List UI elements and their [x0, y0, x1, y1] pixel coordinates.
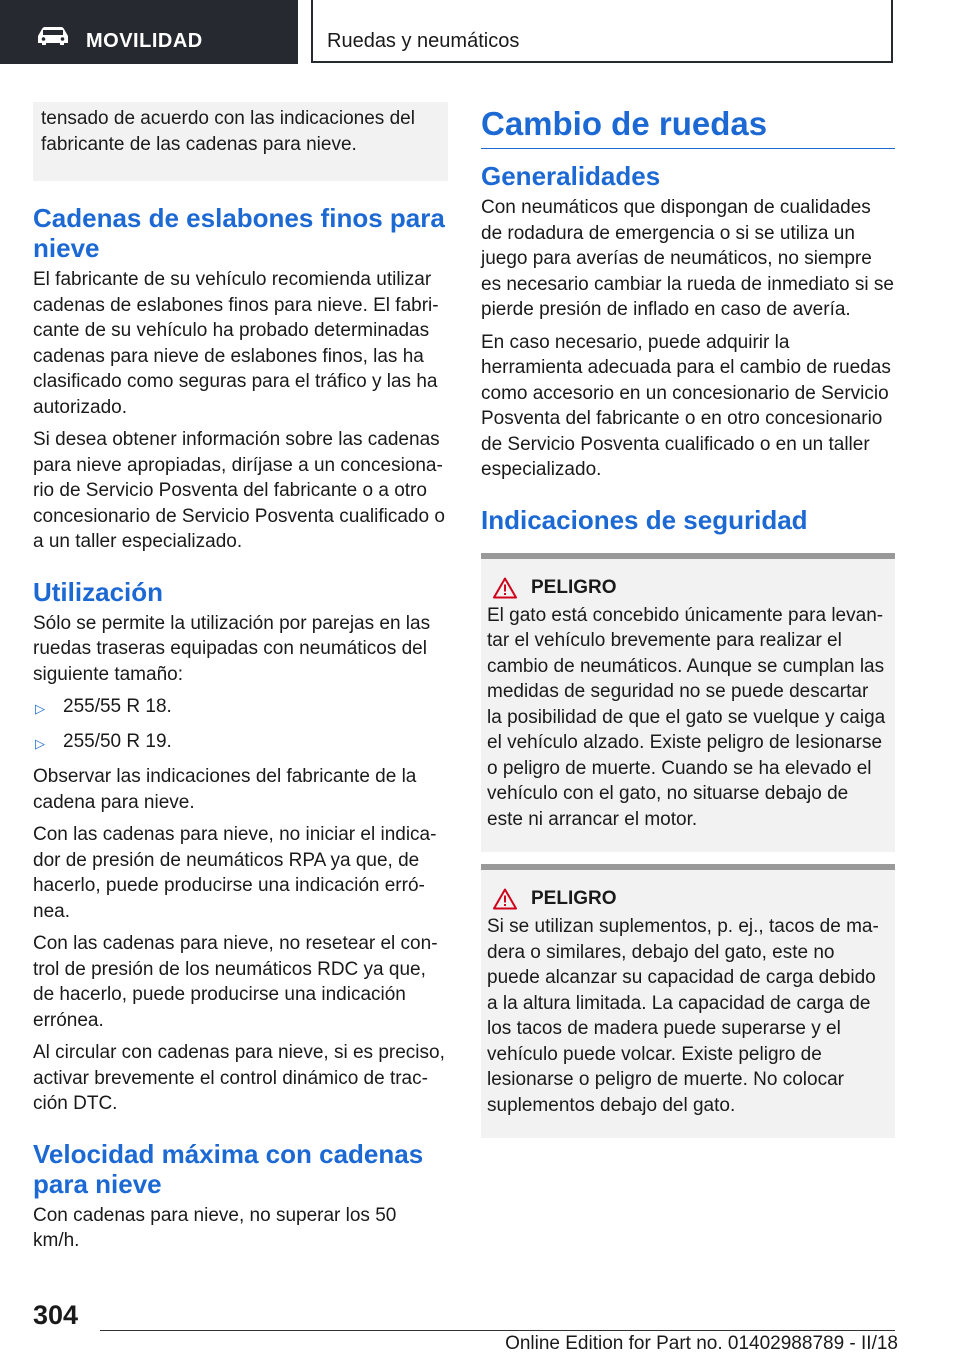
warning-triangle-icon — [493, 888, 517, 910]
paragraph: Sólo se permite la utilización por parejas en las ruedas traseras equipadas con neumáticos del siguiente tamaño: — [33, 612, 431, 685]
car-icon — [36, 26, 70, 46]
paragraph: Observar las indicaciones del fabricante de la cadena para nieve. — [33, 766, 417, 813]
heading-usage: Utilización — [33, 576, 164, 607]
list-item — [33, 694, 448, 722]
heading-fine-link-chains: Cadenas de eslabones finos para nieve — [33, 203, 445, 263]
intro-paragraph: tensado de acuerdo con las indicaciones del fabricante de las cadenas para nieve. — [41, 108, 415, 155]
danger-warning-box — [481, 864, 895, 1138]
right-column — [481, 102, 895, 1150]
warning-text: Si se utilizan suplementos, p. ej., tacos de madera o similares, debajo del gato, este no puede alcanzar su capacidad de carga debido a la altura limitada. La capacidad de carga de los tacos de madera puede superarse y el vehículo puede volcar. Existe peligro de lesionarse o peligro de muerte. No colocar suplementos debajo del gato. — [487, 916, 879, 1116]
page-number: 304 — [33, 1300, 79, 1330]
paragraph: En caso necesario, puede adquirir la herramienta adecuada para el cambio de ruedas como accesorio en un concesionario de Servicio Posventa del fabricante o en otro concesionario de Servicio Posventa cualificado o en un taller especializado. — [481, 331, 891, 480]
heading-max-speed: Velocidad máxima con cadenas para nieve — [33, 1138, 424, 1199]
danger-warning-box — [481, 553, 895, 853]
heading-safety: Indicaciones de seguridad — [481, 504, 808, 535]
section-title: MOVILIDAD — [86, 30, 203, 52]
footer-divider — [100, 1330, 895, 1331]
paragraph: Si desea obtener información sobre las cadenas para nieve apropiadas, diríjase a un concesionario de Servicio Posventa del fabricante o a otro concesionario de Servicio Posventa cualificado o a un taller especializado. — [33, 429, 445, 552]
warning-title: PELIGRO — [531, 576, 617, 598]
list-item — [33, 729, 448, 757]
triangle-bullet-icon: ▷ — [35, 701, 45, 716]
triangle-bullet-icon: ▷ — [35, 735, 45, 751]
header-chapter-box — [311, 0, 893, 63]
warning-header — [487, 577, 887, 599]
paragraph: Con las cadenas para nieve, no resetear el control de presión de los neumáticos RDC ya que, de hacerlo, puede producirse una indicación errónea. — [33, 933, 438, 1031]
chapter-title: Ruedas y neumáticos — [327, 30, 520, 52]
warning-text: El gato está concebido únicamente para levantar el vehículo brevemente para realizar el cambio de neumáticos. Aunque se cumplan las medidas de seguridad no se puede descartar la posibilidad de que el gato se vuelque y caiga el vehículo alzado. Existe peligro de lesionarse o peligro de muerte. Cuando se ha elevado el vehículo con el gato, no situarse debajo de este ni arrancar el motor. — [487, 604, 886, 830]
list-item-text: 255/55 R 18. — [63, 696, 172, 717]
warning-title: PELIGRO — [531, 888, 617, 909]
chapter-heading: Cambio de ruedas — [481, 102, 895, 149]
heading-general: Generalidades — [481, 161, 661, 191]
tire-size-list — [33, 694, 448, 756]
warning-header — [487, 888, 887, 910]
paragraph: Con cadenas para nieve, no superar los 50 km/h. — [33, 1204, 397, 1251]
header-section-tab — [0, 0, 298, 64]
left-column — [33, 102, 448, 1261]
footer-edition: Online Edition for Part no. 01402988789 - II/18 — [505, 1333, 898, 1354]
paragraph: El fabricante de su vehículo recomienda utilizar cadenas de eslabones finos para nieve. El fabricante de su vehículo ha probado determinadas cadenas para nieve de eslabones finos, las ha clasificado como seguras para el tráfico y las ha autorizado. — [33, 269, 439, 418]
list-item-text: 255/50 R 19. — [63, 730, 172, 752]
paragraph: Con las cadenas para nieve, no iniciar el indicador de presión de neumáticos RPA ya que, de hacerlo, puede producirse una indicación errónea. — [33, 824, 437, 922]
warning-triangle-icon — [493, 577, 517, 599]
paragraph: Al circular con cadenas para nieve, si es preciso, activar brevemente el control dinámico de tracción DTC. — [33, 1042, 445, 1114]
paragraph: Con neumáticos que dispongan de cualidades de rodadura de emergencia o si se utiliza un juego para averías de neumáticos, no siempre es necesario cambiar la rueda de inmediato si se pierde presión de inflado en caso de avería. — [481, 197, 894, 320]
continued-note-box — [33, 102, 448, 181]
